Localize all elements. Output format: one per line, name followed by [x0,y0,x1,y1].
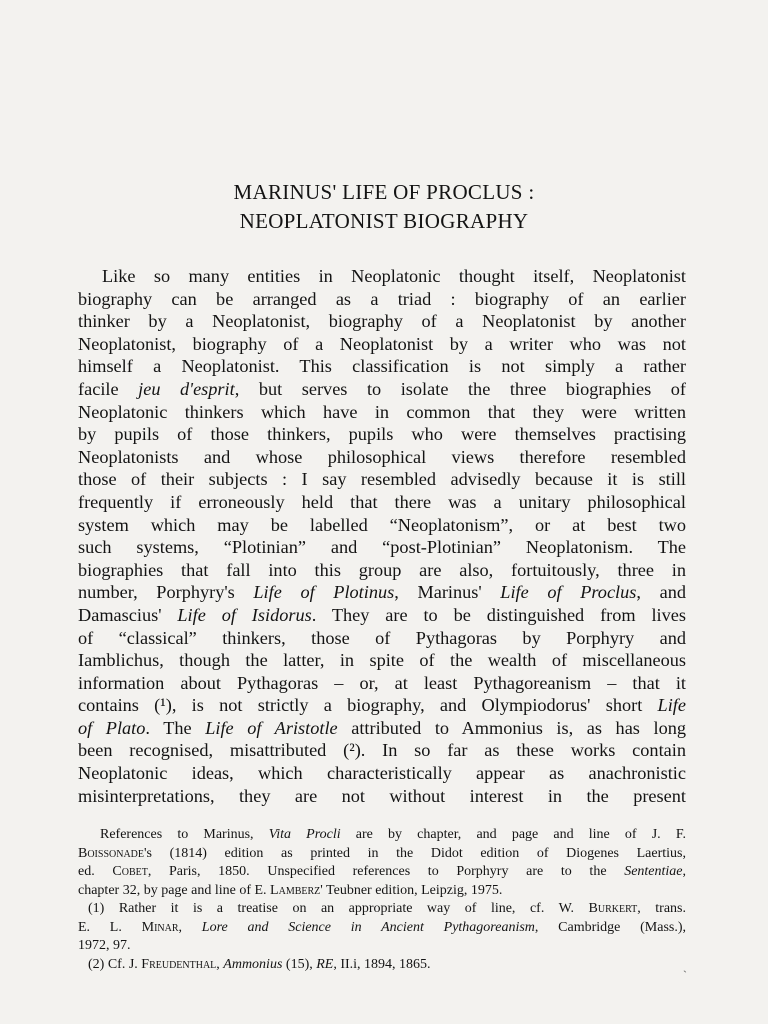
body-paragraph [78,265,686,807]
body-line: system which may be labelled “Neoplatonism”, or at best two [78,514,686,535]
footnote-1-line: (1) Rather it is a treatise on an appropriate way of line, cf. W. Burkert, trans. [88,901,686,916]
body-line: himself a Neoplatonist. This classification is not simply a rather [78,356,686,377]
body-line: misinterpretations, they are not without interest in the present [78,785,686,806]
body-line: biographies that fall into this group are also, fortuitously, three in [78,559,686,580]
reference-note-line: ed. Cobet, Paris, 1850. Unspecified references to Porphyry are to the Sententiae, [78,864,687,879]
body-line: such systems, “Plotinian” and “post-Plotinian” Neoplatonism. The [78,537,686,558]
footnote-2-line: (2) Cf. J. Freudenthal, Ammonius (15), RE, II.i, 1894, 1865. [88,956,431,972]
italic-title: Life of Plotinus [253,582,395,603]
body-line: contains (¹), is not strictly a biography, and Olympiodorus' short Life [78,695,686,716]
stray-mark: ` [683,968,687,982]
reference-note-line: chapter 32, by page and line of E. Lamberz' Teubner edition, Leipzig, 1975. [78,882,503,898]
body-line: been recognised, misattributed (²). In so far as these works contain [78,740,686,761]
body-line: Neoplatonist, biography of a Neoplatonist by a writer who was not [78,333,686,354]
body-line: frequently if erroneously held that there was a unitary philosophical [78,491,686,512]
body-line: by pupils of those thinkers, pupils who were themselves practising [78,424,686,445]
body-line: of “classical” thinkers, those of Pythagoras by Porphyry and [78,627,686,648]
chapter-title-line-1: MARINUS' LIFE OF PROCLUS : [233,180,535,204]
footnote-1-line: 1972, 97. [78,938,131,953]
body-line: thinker by a Neoplatonist, biography of a Neoplatonist by another [78,311,686,332]
italic-term: jeu d'esprit [138,378,235,399]
body-line: biography can be arranged as a triad : biography of an earlier [78,288,686,309]
italic-title: Life of Isidorus [177,604,312,625]
italic-title: Life of Proclus [500,582,637,603]
body-line: those of their subjects : I say resembled advisedly because it is still [78,469,686,490]
chapter-title-line-2: NEOPLATONIST BIOGRAPHY [239,209,529,233]
body-line: Like so many entities in Neoplatonic thought itself, Neoplatonist [102,266,686,286]
footnote-1-line: E. L. Minar, Lore and Science in Ancient Pythagoreanism, Cambridge (Mass.), [78,919,687,935]
reference-note-line: References to Marinus, Vita Procli are by chapter, and page and line of J. F. [100,827,687,842]
chapter-title [0,178,768,236]
body-line: Neoplatonic thinkers which have in common that they were written [78,401,686,422]
body-line: number, Porphyry's Life of Plotinus, Marinus' Life of Proclus, and [78,582,686,603]
body-line: Neoplatonists and whose philosophical views therefore resembled [78,446,686,467]
reference-note-line: Boissonade's (1814) edition as printed in the Didot edition of Diogenes Laertius, [78,845,686,861]
body-line: Damascius' Life of Isidorus. They are to be distinguished from lives [78,604,687,625]
body-line: information about Pythagoras – or, at least Pythagoreanism – that it [78,672,686,693]
italic-title: Life of Aristotle [205,717,338,738]
italic-title: of Plato [78,717,146,738]
body-line: Neoplatonic ideas, which characteristically appear as anachronistic [78,763,686,784]
italic-title: Life [657,695,686,716]
body-line: Iamblichus, though the latter, in spite of the wealth of miscellaneous [78,650,686,671]
body-line: facile jeu d'esprit, but serves to isolate the three biographies of [78,378,686,399]
body-line: of Plato. The Life of Aristotle attributed to Ammonius is, as has long [78,717,686,738]
footnotes [78,826,686,974]
